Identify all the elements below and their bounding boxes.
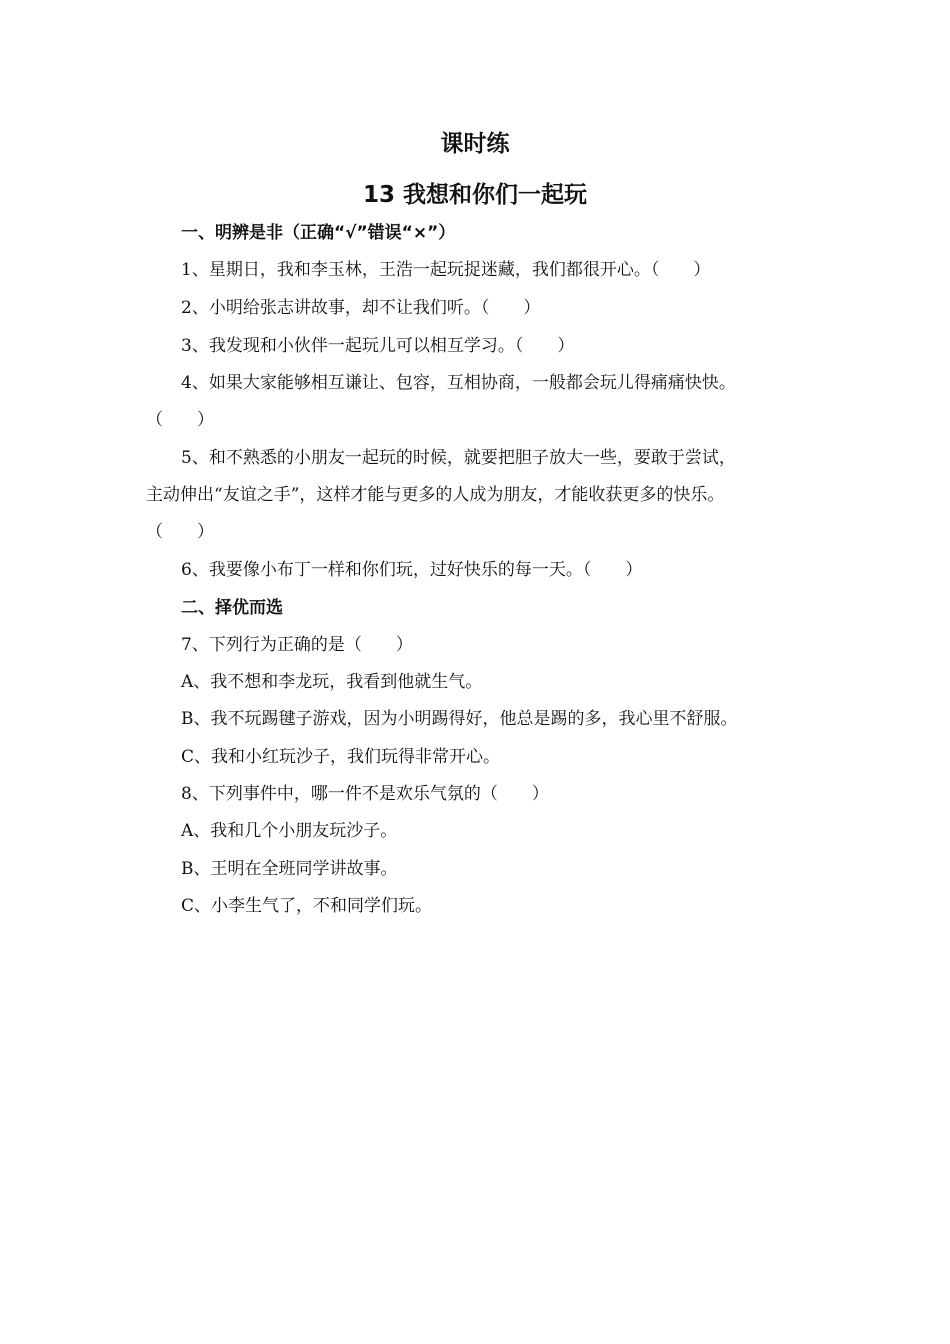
- question-1: 1、星期日，我和李玉林，王浩一起玩捉迷藏，我们都很开心。（ ）: [181, 260, 711, 280]
- question-8-option-a: A、我和几个小朋友玩沙子。: [181, 821, 398, 841]
- lesson-title: 13 我想和你们一起玩: [362, 182, 587, 208]
- question-3: 3、我发现和小伙伴一起玩儿可以相互学习。（ ）: [181, 336, 575, 356]
- section1-heading: 一、明辨是非（正确“√”错误“×”）: [181, 223, 456, 243]
- question-8: 8、下列事件中，哪一件不是欢乐气氛的（ ）: [181, 784, 549, 804]
- question-2: 2、小明给张志讲故事，却不让我们听。（ ）: [181, 298, 541, 318]
- question-7-option-c: C、我和小红玩沙子，我们玩得非常开心。: [181, 747, 501, 767]
- question-5: 5、和不熟悉的小朋友一起玩的时候，就要把胆子放大一些，要敢于尝试，: [181, 448, 736, 468]
- question-7-option-a: A、我不想和李龙玩，我看到他就生气。: [181, 672, 483, 692]
- question-8-option-b: B、王明在全班同学讲故事。: [181, 859, 398, 879]
- question-7-option-b: B、我不玩踢毽子游戏，因为小明踢得好，他总是踢的多，我心里不舒服。: [181, 709, 738, 729]
- question-4: 4、如果大家能够相互谦让、包容，互相协商，一般都会玩儿得痛痛快快。: [181, 373, 736, 393]
- question-6: 6、我要像小布丁一样和你们玩，过好快乐的每一天。（ ）: [181, 560, 643, 580]
- question-5-cont: 主动伸出“友谊之手”，这样才能与更多的人成为朋友，才能收获更多的快乐。: [146, 485, 725, 505]
- question-7: 7、下列行为正确的是（ ）: [181, 635, 413, 655]
- section2-heading: 二、择优而选: [181, 598, 283, 618]
- document-title: 课时练: [440, 131, 510, 157]
- question-8-option-c: C、小李生气了，不和同学们玩。: [181, 896, 433, 916]
- question-4-answer: （ ）: [146, 410, 214, 430]
- question-5-answer: （ ）: [146, 522, 214, 542]
